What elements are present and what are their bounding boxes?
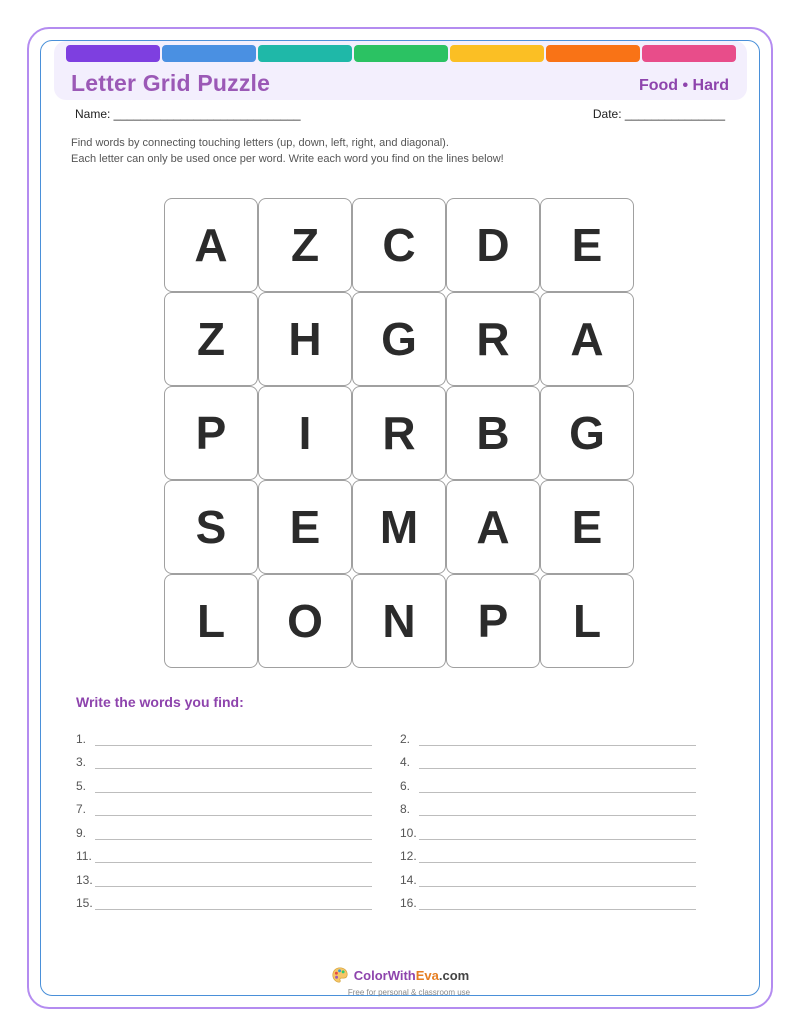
answer-row — [400, 863, 696, 887]
color-bar-segment — [354, 45, 448, 62]
answer-number: 16. — [400, 896, 417, 910]
answer-row — [400, 793, 696, 817]
answer-number: 4. — [400, 755, 411, 769]
answer-line[interactable] — [419, 826, 696, 840]
answer-line[interactable] — [95, 873, 372, 887]
answer-line[interactable] — [95, 779, 372, 793]
answer-number: 9. — [76, 825, 87, 840]
color-bar-segment — [162, 45, 256, 62]
grid-cell: E — [540, 480, 634, 574]
answer-line[interactable] — [419, 755, 696, 769]
answer-row — [76, 746, 372, 770]
answer-row — [400, 887, 696, 911]
answer-row — [76, 863, 372, 887]
answer-row — [400, 816, 696, 840]
grid-cell: P — [446, 574, 540, 668]
answer-number: 8. — [400, 802, 411, 816]
grid-cell: E — [258, 480, 352, 574]
answer-row — [400, 840, 696, 864]
answer-row — [400, 769, 696, 793]
grid-cell: B — [446, 386, 540, 480]
palette-icon — [331, 966, 349, 984]
grid-cell: D — [446, 198, 540, 292]
grid-cell: Z — [258, 198, 352, 292]
answer-number: 15. — [76, 896, 93, 910]
footer-tagline: Free for personal & classroom use — [347, 988, 471, 997]
answer-line[interactable] — [95, 732, 372, 746]
grid-cell: C — [352, 198, 446, 292]
answer-line[interactable] — [419, 802, 696, 816]
grid-cell: R — [446, 292, 540, 386]
grid-cell: N — [352, 574, 446, 668]
grid-cell: I — [258, 386, 352, 480]
rainbow-bar — [66, 45, 736, 62]
answer-number: 12. — [400, 849, 417, 863]
brand-color: Color — [353, 967, 388, 983]
answer-number: 5. — [76, 778, 87, 793]
answer-row — [76, 840, 372, 864]
answer-line[interactable] — [95, 755, 372, 769]
answer-line[interactable] — [419, 849, 696, 863]
grid-cell: M — [352, 480, 446, 574]
color-bar-segment — [66, 45, 160, 62]
answer-line[interactable] — [95, 896, 372, 910]
grid-cell: P — [164, 386, 258, 480]
answer-line[interactable] — [95, 826, 372, 840]
answer-line[interactable] — [95, 849, 372, 863]
answers-right-column — [400, 722, 696, 910]
answer-number: 13. — [76, 872, 93, 887]
answer-row — [76, 769, 372, 793]
answer-line[interactable] — [419, 779, 696, 793]
grid-cell: L — [540, 574, 634, 668]
color-bar-segment — [546, 45, 640, 62]
answer-row — [400, 722, 696, 746]
grid-cell: G — [352, 292, 446, 386]
letter-grid — [164, 198, 634, 668]
answers-heading: Write the words you find: — [76, 694, 244, 710]
grid-cell: L — [164, 574, 258, 668]
color-bar-segment — [258, 45, 352, 62]
answer-row — [76, 722, 372, 746]
answer-line[interactable] — [419, 732, 696, 746]
answers-left-column — [76, 722, 372, 910]
answer-number: 10. — [400, 825, 417, 840]
grid-cell: H — [258, 292, 352, 386]
grid-cell: G — [540, 386, 634, 480]
brand-with: With — [387, 967, 416, 983]
answer-line[interactable] — [95, 802, 372, 816]
brand-eva: Eva — [415, 967, 439, 983]
category-difficulty: Food • Hard — [638, 77, 729, 94]
answer-number: 6. — [400, 778, 411, 793]
grid-cell: A — [164, 198, 258, 292]
answer-line[interactable] — [419, 873, 696, 887]
instructions-line-1: Find words by connecting touching letters (up, down, left, right, and diagonal). — [71, 137, 449, 149]
grid-cell: A — [540, 292, 634, 386]
answer-number: 14. — [400, 872, 417, 887]
brand-domain: .com — [438, 967, 470, 983]
answer-number: 11. — [76, 849, 92, 863]
grid-cell: A — [446, 480, 540, 574]
name-field: Name: ____________________________ — [75, 107, 301, 121]
grid-cell: O — [258, 574, 352, 668]
answer-row — [400, 746, 696, 770]
answer-number: 2. — [400, 731, 411, 746]
answer-number: 3. — [76, 755, 87, 769]
answer-number: 7. — [76, 802, 87, 816]
answer-row — [76, 816, 372, 840]
grid-cell: E — [540, 198, 634, 292]
answer-row — [76, 887, 372, 911]
grid-cell: S — [164, 480, 258, 574]
footer — [0, 966, 800, 997]
instructions-line-2: Each letter can only be used once per word. Write each word you find on the lines below! — [71, 153, 504, 165]
grid-cell: Z — [164, 292, 258, 386]
brand-logo — [331, 966, 469, 984]
answer-line[interactable] — [419, 896, 696, 910]
grid-cell: R — [352, 386, 446, 480]
date-field: Date: _______________ — [592, 107, 725, 121]
answer-row — [76, 793, 372, 817]
color-bar-segment — [642, 45, 736, 62]
color-bar-segment — [450, 45, 544, 62]
page-title: Letter Grid Puzzle — [71, 70, 271, 96]
answer-number: 1. — [76, 731, 87, 746]
